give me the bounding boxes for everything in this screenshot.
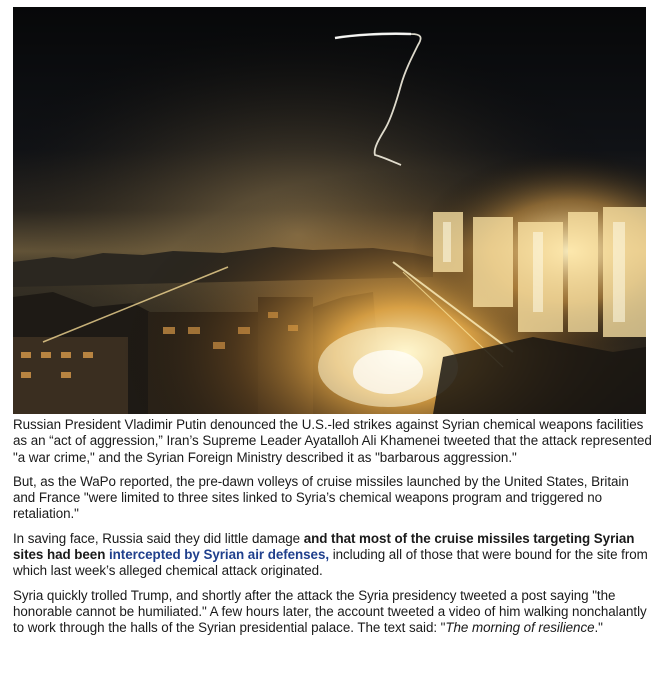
paragraph-3-start: In saving face, Russia said they did little damage: [13, 530, 304, 546]
paragraph-3: [13, 531, 653, 580]
paragraph-4-italic: The morning of resilience: [445, 620, 595, 636]
paragraph-3-bold: and that most of the cruise missiles targeting Syrian sites had been: [13, 530, 635, 563]
article-body: [13, 417, 653, 645]
intercepted-link[interactable]: intercepted by Syrian air defenses,: [109, 547, 330, 563]
paragraph-4-end: .": [594, 620, 603, 636]
article-photo: [13, 7, 646, 414]
paragraph-3-end: including all of those that were bound for the site from which last week’s alleged chemical attack originated.: [13, 547, 648, 579]
paragraph-4: [13, 588, 653, 637]
paragraph-2: But, as the WaPo reported, the pre-dawn volleys of cruise missiles launched by the United States, Britain and France "were limited to three sites linked to Syria’s chemical weapons program and triggered no retaliation.": [13, 473, 629, 522]
night-skyline-image: [13, 7, 646, 414]
paragraph-4-start: Syria quickly trolled Trump, and shortly after the attack the Syria presidency tweeted a post saying "the honorable cannot be humiliated." A few hours later, the account tweeted a video of him walking nonchalantly to work through the halls of the Syrian presidential palace. The text said: ": [13, 587, 647, 636]
paragraph-1: Russian President Vladimir Putin denounced the U.S.-led strikes against Syrian chemical weapons facilities as an “act of aggression,” Iran’s Supreme Leader Ayatalloh Ali Khamenei tweeted that the attack represented "a war crime," and the Syrian Foreign Ministry described it as "barbarous aggression.": [13, 417, 652, 465]
